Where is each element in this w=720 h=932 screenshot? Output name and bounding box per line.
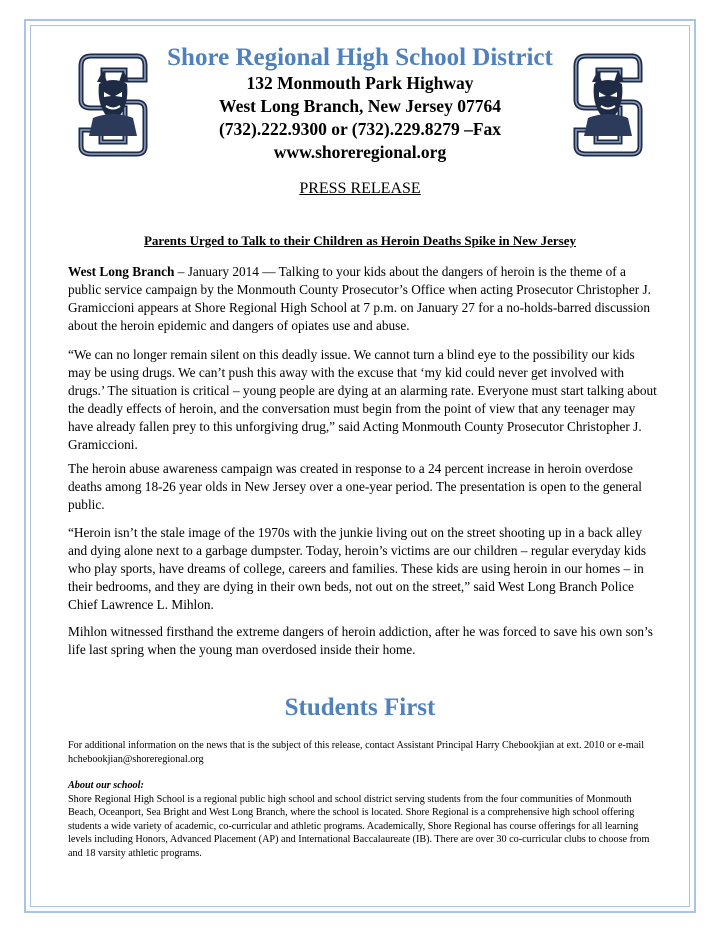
city-line: West Long Branch, New Jersey 07764 — [219, 96, 501, 116]
contact-text: For additional information on the news that is the subject of this release, contact Assistant Principal Harry Chebookjian at ext. 2010 or e-mail hchebookjian@shoreregional.org — [68, 740, 645, 765]
website-link[interactable]: www.shoreregional.org — [273, 142, 447, 162]
paragraph-5 — [68, 623, 658, 659]
dateline: West Long Branch — [68, 264, 175, 279]
phone-line: (732).222.9300 or (732).229.8279 –Fax — [218, 119, 502, 139]
about-heading: About our school: — [68, 780, 144, 791]
paragraph-4 — [68, 524, 658, 614]
paragraph-3 — [68, 460, 658, 514]
about-school — [68, 779, 658, 861]
press-release-label: PRESS RELEASE — [299, 180, 421, 197]
contact-info — [68, 739, 658, 766]
headline: Parents Urged to Talk to their Children as Heroin Deaths Spike in New Jersey — [143, 233, 577, 248]
paragraph-1 — [68, 263, 658, 335]
letterhead — [130, 44, 590, 164]
slogan: Students First — [284, 694, 436, 721]
paragraph-2-text: “We can no longer remain silent on this deadly issue. We cannot turn a blind eye to the possibility our kids may be using drugs. We can’t push this away with the excuse that ‘my kid could never get involved with drugs.’ The situation is critical – young people are dying at an alarming rate. Everyone must start talking about the deadly effects of heroin, and the conversation must begin from the point of view that any teenager may have already fallen prey to this unforgiving drug,” said Acting Monmouth County Prosecutor Christopher J. Gramiccioni. — [68, 347, 657, 452]
about-text: Shore Regional High School is a regional public high school and school district serving students from the four communities of Monmouth Beach, Oceanport, Sea Bright and West Long Branch, where the school is located. Shore Regional is a comprehensive high school offering students a wide variety of academic, co-curricular and athletic programs. Academically, Shore Regional has course offerings for all learning levels including Honors, Advanced Placement (AP) and International Baccalaureate (IB). There are over 30 co-curricular clubs to choose from and 18 varsity athletic programs. — [68, 793, 650, 859]
paragraph-5-text: Mihlon witnessed firsthand the extreme dangers of heroin addiction, after he was forced to save his own son’s life last spring when the young man overdosed inside their home. — [68, 624, 653, 657]
address-line: 132 Monmouth Park Highway — [246, 73, 474, 93]
paragraph-3-text: The heroin abuse awareness campaign was created in response to a 24 percent increase in heroin overdose deaths among 18-26 year olds in New Jersey over a one-year period. The presentation is open to the general public. — [68, 461, 642, 512]
paragraph-4-text: “Heroin isn’t the stale image of the 1970s with the junkie living out on the street shooting up in a back alley and dying alone next to a garbage dumpster. Today, heroin’s victims are our children – regular everyday kids who play sports, have dreams of college, careers and families. These kids are using heroin in our homes – in their bedrooms, and they are dying in their own beds, not out on the street,” said West Long Branch Police Chief Lawrence L. Mihlon. — [68, 525, 647, 612]
paragraph-2 — [68, 346, 658, 454]
paragraph-1-text: – January 2014 — Talking to your kids about the dangers of heroin is the theme of a public service campaign by the Monmouth County Prosecutor’s Office when acting Prosecutor Christopher J. Gramiccioni appears at Shore Regional High School at 7 p.m. on January 27 for a no-holds-barred discussion about the heroin epidemic and dangers of opiates use and abuse. — [68, 264, 651, 333]
district-name: Shore Regional High School District — [167, 44, 553, 71]
